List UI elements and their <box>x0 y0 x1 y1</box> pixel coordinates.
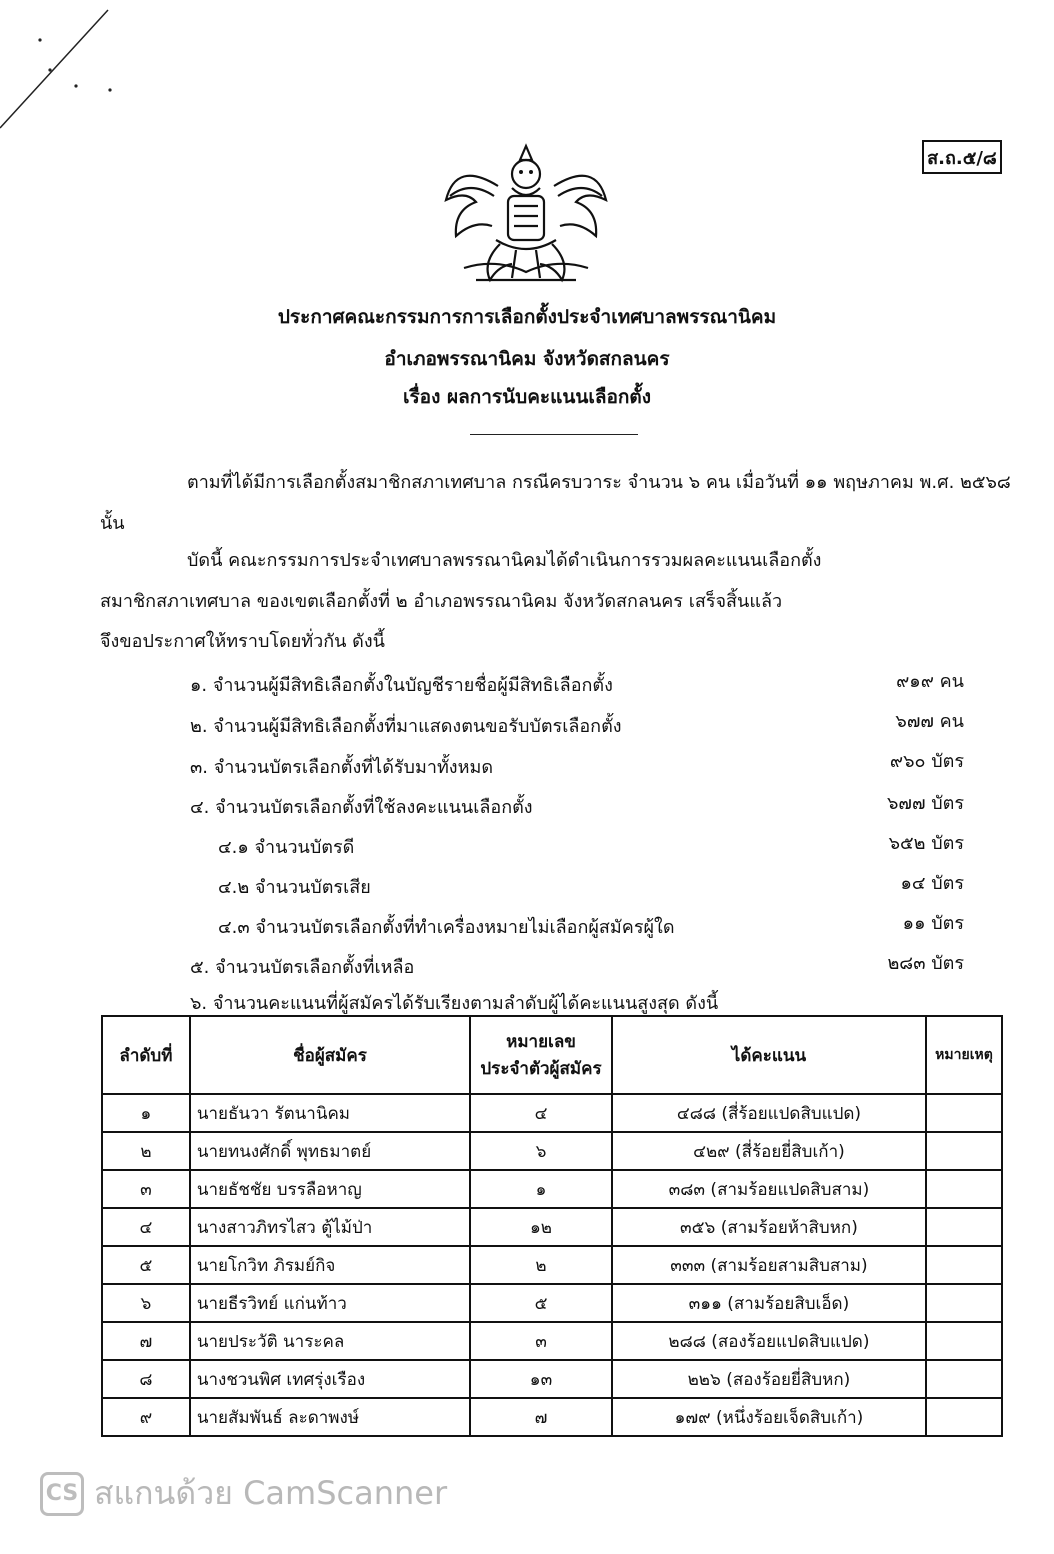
garuda-emblem-icon <box>436 140 616 288</box>
header-candidate-name: ชื่อผู้สมัคร <box>190 1016 470 1094</box>
item-value: ๖๕๒ บัตร <box>888 833 964 854</box>
cell-rank: ๓ <box>102 1170 190 1208</box>
item-value: ๑๔ บัตร <box>900 873 964 894</box>
cell-candidate-number: ๓ <box>470 1322 612 1360</box>
cell-candidate-number: ๖ <box>470 1132 612 1170</box>
cell-score: ๔๘๘ (สี่ร้อยแปดสิบแปด) <box>612 1094 926 1132</box>
cell-rank: ๕ <box>102 1246 190 1284</box>
paragraph-2-line-1: บัดนี้ คณะกรรมการประจำเทศบาลพรรณานิคมได้ดำเนินการรวมผลคะแนนเลือกตั้ง <box>187 550 822 571</box>
cell-candidate-name: นายธันวา รัตนานิคม <box>190 1094 470 1132</box>
cell-score: ๓๑๑ (สามร้อยสิบเอ็ด) <box>612 1284 926 1322</box>
form-code-box: ส.ถ.๕/๘ <box>922 140 1002 174</box>
item-value: ๙๑๙ คน <box>896 671 964 692</box>
cell-candidate-name: นายธีรวิทย์ แก่นท้าว <box>190 1284 470 1322</box>
cell-rank: ๘ <box>102 1360 190 1398</box>
item-value: ๖๗๗ คน <box>895 711 964 732</box>
item-label: ๓. จำนวนบัตรเลือกตั้งที่ได้รับมาทั้งหมด <box>190 757 494 778</box>
cell-candidate-number: ๑๓ <box>470 1360 612 1398</box>
cell-candidate-name: นายสัมพันธ์ ละดาพงษ์ <box>190 1398 470 1436</box>
table-row <box>102 1284 1002 1322</box>
cell-score: ๓๓๓ (สามร้อยสามสิบสาม) <box>612 1246 926 1284</box>
cell-remark <box>926 1170 1002 1208</box>
cell-rank: ๗ <box>102 1322 190 1360</box>
table-row <box>102 1322 1002 1360</box>
cell-candidate-number: ๔ <box>470 1094 612 1132</box>
announcement-title: ประกาศคณะกรรมการการเลือกตั้งประจำเทศบาลพรรณานิคม <box>277 306 777 328</box>
table-row <box>102 1246 1002 1284</box>
item-value: ๑๑ บัตร <box>902 913 964 934</box>
cell-candidate-name: นางชวนพิศ เทศรุ่งเรือง <box>190 1360 470 1398</box>
item-label: ๔.๑ จำนวนบัตรดี <box>218 837 355 858</box>
title-divider <box>470 434 638 435</box>
table-row <box>102 1360 1002 1398</box>
header-candidate-number <box>470 1016 612 1094</box>
paragraph-2-line-3: จึงขอประกาศให้ทราบโดยทั่วกัน ดังนี้ <box>100 631 385 652</box>
table-row <box>102 1170 1002 1208</box>
item-value: ๒๘๓ บัตร <box>887 953 964 974</box>
header-remark: หมายเหตุ <box>926 1016 1002 1094</box>
cell-candidate-number: ๒ <box>470 1246 612 1284</box>
item-label: ๔.๓ จำนวนบัตรเลือกตั้งที่ทำเครื่องหมายไม่เลือกผู้สมัครผู้ใด <box>218 917 675 938</box>
results-table <box>101 1015 1003 1437</box>
cell-rank: ๔ <box>102 1208 190 1246</box>
cell-candidate-name: นายโกวิท ภิรมย์กิจ <box>190 1246 470 1284</box>
cell-rank: ๙ <box>102 1398 190 1436</box>
table-row <box>102 1132 1002 1170</box>
table-header-row <box>102 1016 1002 1094</box>
item-label: ๖. จำนวนคะแนนที่ผู้สมัครได้รับเรียงตามลำดับผู้ได้คะแนนสูงสุด ดังนี้ <box>190 993 719 1014</box>
cell-score: ๔๒๙ (สี่ร้อยยี่สิบเก้า) <box>612 1132 926 1170</box>
table-row <box>102 1398 1002 1436</box>
cell-remark <box>926 1246 1002 1284</box>
cell-score: ๓๕๖ (สามร้อยห้าสิบหก) <box>612 1208 926 1246</box>
cell-score: ๒๒๖ (สองร้อยยี่สิบหก) <box>612 1360 926 1398</box>
cell-candidate-number: ๑ <box>470 1170 612 1208</box>
cell-remark <box>926 1398 1002 1436</box>
item-value: ๙๖๐ บัตร <box>889 751 964 772</box>
item-label: ๕. จำนวนบัตรเลือกตั้งที่เหลือ <box>190 957 415 978</box>
item-value: ๖๗๗ บัตร <box>886 793 964 814</box>
cell-candidate-name: นางสาวภิทรไสว ตู้ไม้ป่า <box>190 1208 470 1246</box>
cell-remark <box>926 1094 1002 1132</box>
cell-remark <box>926 1360 1002 1398</box>
corner-scan-marks <box>0 0 130 130</box>
header-number-line2: ประจำตัวผู้สมัคร <box>480 1059 602 1079</box>
announcement-district: อำเภอพรรณานิคม จังหวัดสกลนคร <box>384 348 670 370</box>
cell-candidate-name: นายทนงศักดิ์ พุทธมาตย์ <box>190 1132 470 1170</box>
cell-remark <box>926 1322 1002 1360</box>
watermark-text: สแกนด้วย CamScanner <box>94 1474 448 1512</box>
cell-score: ๒๘๘ (สองร้อยแปดสิบแปด) <box>612 1322 926 1360</box>
item-label: ๑. จำนวนผู้มีสิทธิเลือกตั้งในบัญชีรายชื่อผู้มีสิทธิเลือกตั้ง <box>190 675 613 696</box>
paragraph-2-line-2: สมาชิกสภาเทศบาล ของเขตเลือกตั้งที่ ๒ อำเภอพรรณานิคม จังหวัดสกลนคร เสร็จสิ้นแล้ว <box>100 591 783 612</box>
cell-candidate-name: นายประวัติ นาระคล <box>190 1322 470 1360</box>
paragraph-1-line-2: นั้น <box>100 513 125 534</box>
cell-candidate-number: ๕ <box>470 1284 612 1322</box>
paragraph-1-line-1: ตามที่ได้มีการเลือกตั้งสมาชิกสภาเทศบาล กรณีครบวาระ จำนวน ๖ คน เมื่อวันที่ ๑๑ พฤษภาคม พ.ศ. ๒๕๖๘ <box>187 472 1011 493</box>
camscanner-logo-icon: CS <box>40 1472 84 1516</box>
announcement-subject: เรื่อง ผลการนับคะแนนเลือกตั้ง <box>402 386 651 408</box>
cell-candidate-number: ๗ <box>470 1398 612 1436</box>
cell-rank: ๖ <box>102 1284 190 1322</box>
item-label: ๒. จำนวนผู้มีสิทธิเลือกตั้งที่มาแสดงตนขอรับบัตรเลือกตั้ง <box>190 716 622 737</box>
cell-score: ๑๗๙ (หนึ่งร้อยเจ็ดสิบเก้า) <box>612 1398 926 1436</box>
camscanner-watermark <box>40 1468 447 1519</box>
cell-remark <box>926 1284 1002 1322</box>
table-row <box>102 1208 1002 1246</box>
cell-candidate-name: นายธัชชัย บรรลือหาญ <box>190 1170 470 1208</box>
cell-score: ๓๘๓ (สามร้อยแปดสิบสาม) <box>612 1170 926 1208</box>
cell-remark <box>926 1132 1002 1170</box>
item-label: ๔. จำนวนบัตรเลือกตั้งที่ใช้ลงคะแนนเลือกตั้ง <box>190 797 533 818</box>
header-number-line1: หมายเลข <box>506 1032 576 1052</box>
table-row <box>102 1094 1002 1132</box>
item-label: ๔.๒ จำนวนบัตรเสีย <box>218 877 371 898</box>
cell-rank: ๒ <box>102 1132 190 1170</box>
cell-candidate-number: ๑๒ <box>470 1208 612 1246</box>
header-rank: ลำดับที่ <box>102 1016 190 1094</box>
cell-rank: ๑ <box>102 1094 190 1132</box>
cell-remark <box>926 1208 1002 1246</box>
header-score: ได้คะแนน <box>612 1016 926 1094</box>
